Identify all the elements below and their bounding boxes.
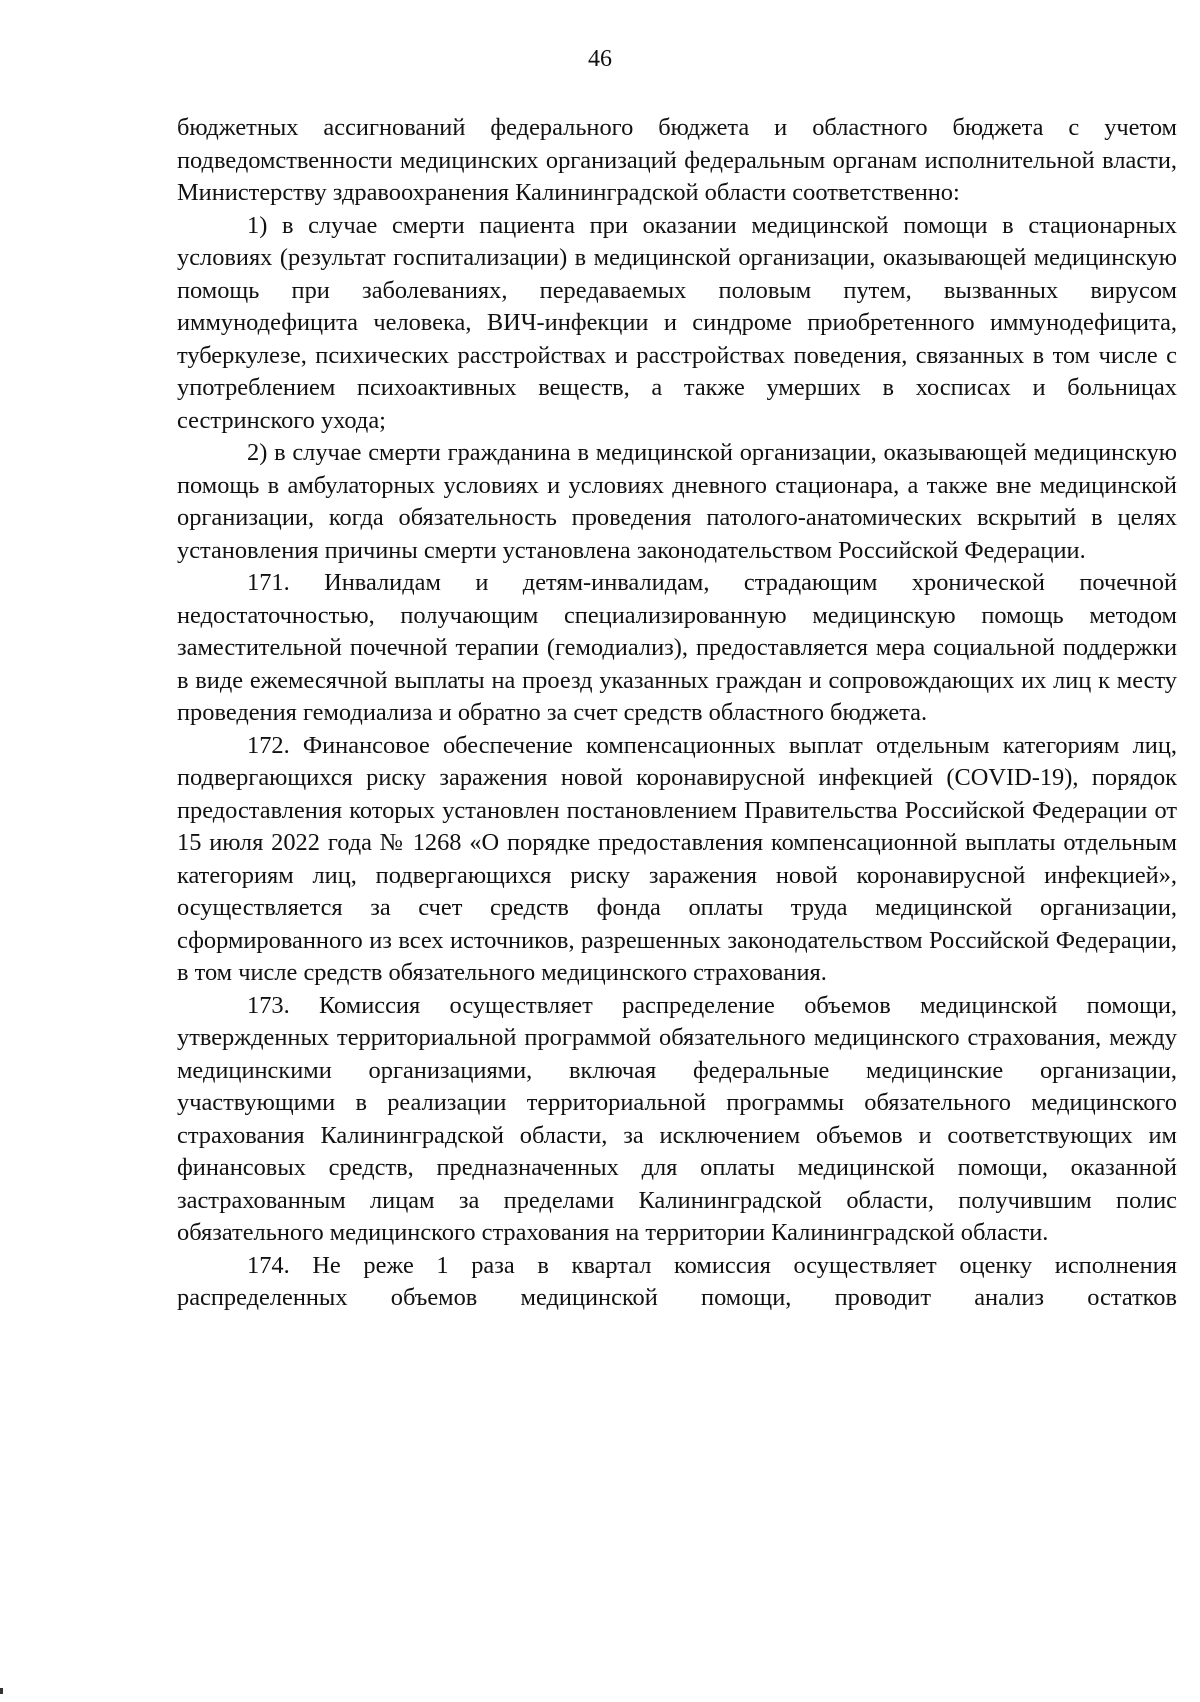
paragraph-budget-allocations: бюджетных ассигнований федерального бюджета и областного бюджета с учетом подведомственности медицинских организаций федеральным органам исполнительной власти, Министерству здравоохранения Калининградской области соответственно: — [177, 114, 1177, 206]
paragraph-172: 172. Финансовое обеспечение компенсационных выплат отдельным категориям лиц, подвергающихся риску заражения новой коронавирусной инфекцией (COVID-19), порядок предоставления которых установлен постановлением Правительства Российской Федерации от 15 июля 2022 года № 1268 «О порядке предоставления компенсационной выплаты отдельным категориям лиц, подвергающихся риску заражения новой коронавирусной инфекцией», осуществляется за счет средств фонда оплаты труда медицинской организации, сформированного из всех источников, разрешенных законодательством Российской Федерации, в том числе средств обязательного медицинского страхования. — [177, 731, 1177, 986]
paragraph-173: 173. Комиссия осуществляет распределение объемов медицинской помощи, утвержденных территориальной программой обязательного медицинского страхования, между медицинскими организациями, включая федеральные медицинские организации, участвующими в реализации территориальной программы обязательного медицинского страхования Калининградской области, за исключением объемов и соответствующих им финансовых средств, предназначенных для оплаты медицинской помощи, оказанной застрахованным лицам за пределами Калининградской области, получившим полис обязательного медицинского страхования на территории Калининградской области. — [177, 991, 1177, 1246]
paragraph-174: 174. Не реже 1 раза в квартал комиссия осуществляет оценку исполнения распределенных объемов медицинской помощи, проводит анализ остатков — [177, 1251, 1177, 1311]
scan-edge-mark — [0, 1688, 3, 1694]
paragraph-item-2: 2) в случае смерти гражданина в медицинской организации, оказывающей медицинскую помощь в амбулаторных условиях и условиях дневного стационара, а также вне медицинской организации, когда обязательность проведения патолого-анатомических вскрытий в целях установления причины смерти установлена законодательством Российской Федерации. — [177, 439, 1177, 564]
paragraph-item-1: 1) в случае смерти пациента при оказании медицинской помощи в стационарных условиях (результат госпитализации) в медицинской организации, оказывающей медицинскую помощь при заболеваниях, передаваемых половым путем, вызванных вирусом иммунодефицита человека, ВИЧ-инфекции и синдроме приобретенного иммунодефицита, туберкулезе, психических расстройствах и расстройствах поведения, связанных в том числе с употреблением психоактивных веществ, а также умерших в хосписах и больницах сестринского ухода; — [177, 211, 1177, 434]
document-body — [177, 112, 1177, 1315]
page-number: 46 — [588, 46, 612, 72]
paragraph-171: 171. Инвалидам и детям-инвалидам, страдающим хронической почечной недостаточностью, получающим специализированную медицинскую помощь методом заместительной почечной терапии (гемодиализ), предоставляется мера социальной поддержки в виде ежемесячной выплаты на проезд указанных граждан и сопровождающих их лиц к месту проведения гемодиализа и обратно за счет средств областного бюджета. — [177, 569, 1177, 726]
